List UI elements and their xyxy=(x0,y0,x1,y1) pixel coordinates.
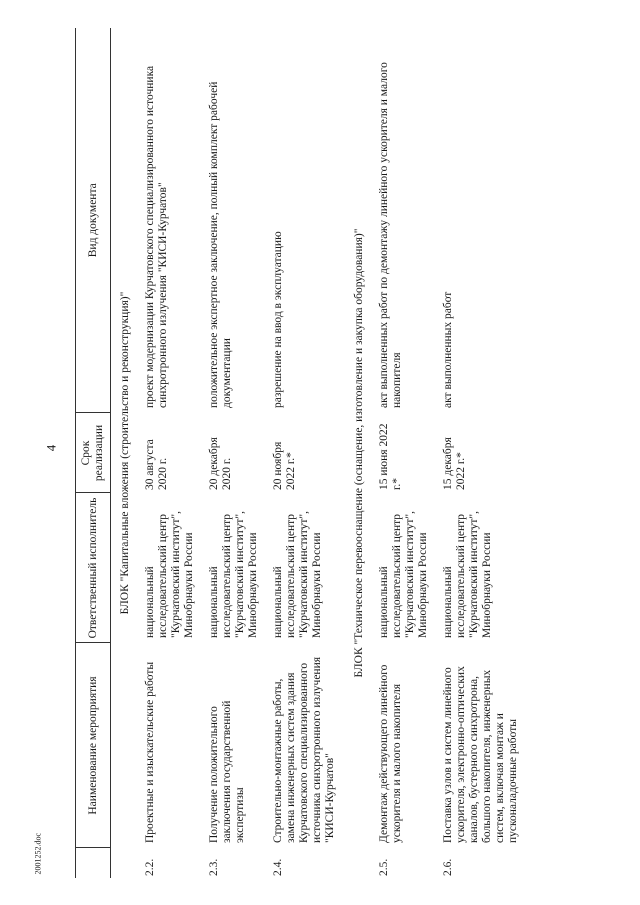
row-doc-type: акт выполненных работ по демонтажу линейного ускорителя и малого накопителя xyxy=(378,62,403,408)
row-number: 2.2. xyxy=(144,858,156,876)
row-term: 20 ноября 2022 г.* xyxy=(272,441,297,490)
table-row xyxy=(140,28,204,878)
block-title-row xyxy=(111,28,141,878)
measures-table xyxy=(75,28,528,878)
page-number: 4 xyxy=(43,444,59,452)
header-name: Наименование мероприятия xyxy=(76,643,111,848)
header-executor: Ответственный исполнитель xyxy=(76,493,111,643)
row-term: 30 августа 2020 г. xyxy=(144,439,169,490)
row-term: 15 декабря 2022 г.* xyxy=(442,437,467,490)
block-title: БЛОК "Капитальные вложения (строительство и реконструкция)" xyxy=(119,291,131,615)
row-name: Получение положительного заключения государственной экспертизы xyxy=(208,700,246,843)
row-executor: национальный исследовательский центр "Курчатовский институт", Минобрнауки России xyxy=(208,511,259,638)
row-name: Демонтаж действующего линейного ускорителя и малого накопителя xyxy=(378,664,403,843)
document-id: 2001252.doc xyxy=(33,832,43,875)
row-doc-type: разрешение на ввод в эксплуатацию xyxy=(272,231,284,408)
row-executor: национальный исследовательский центр "Курчатовский институт", Минобрнауки России xyxy=(144,511,195,638)
row-term: 15 июня 2022 г.* xyxy=(378,423,403,490)
table-row xyxy=(438,28,528,878)
row-doc-type: положительное экспертное заключение, полный комплект рабочей документации xyxy=(208,81,233,408)
row-number: 2.6. xyxy=(442,858,454,876)
table-header-row xyxy=(76,28,111,878)
row-term: 20 декабря 2020 г. xyxy=(208,437,233,490)
row-doc-type: проект модернизации Курчатовского специализированного источника синхротронного излучения "КИСИ-Курчатов" xyxy=(144,65,169,408)
row-executor: национальный исследовательский центр "Курчатовский институт", Минобрнауки России xyxy=(272,511,323,638)
header-number xyxy=(76,848,111,878)
header-doc-type: Вид документа xyxy=(76,28,111,413)
rotated-table-sheet xyxy=(75,28,615,878)
row-number: 2.3. xyxy=(208,858,220,876)
row-executor: национальный исследовательский центр "Курчатовский институт", Минобрнауки России xyxy=(378,511,429,638)
row-executor: национальный исследовательский центр "Курчатовский институт", Минобрнауки России xyxy=(442,511,493,638)
table-row xyxy=(204,28,268,878)
row-name: Проектные и изыскательские работы xyxy=(144,661,156,843)
block-title: БЛОК "Техническое перевооснащение (оснащение, изготовление и закупка оборудования)" xyxy=(353,228,365,678)
block-title-row xyxy=(345,28,374,878)
row-number: 2.5. xyxy=(378,858,390,876)
row-name: Поставка узлов и систем линейного ускорителя, электронно-оптических каналов, бустерного синхротрона, большого накопителя, инженерных систем, включая монтаж и пусконаладочные работы xyxy=(442,666,519,843)
table-row xyxy=(268,28,345,878)
header-term: Срок реализации xyxy=(76,413,111,493)
row-number: 2.4. xyxy=(272,858,284,876)
row-doc-type: акт выполненных работ xyxy=(442,291,454,408)
row-name: Строительно-монтажные работы, замена инженерных систем здания Курчатовского специализированного источника синхротронного излучения "КИСИ-Курчатов" xyxy=(272,656,336,843)
table-row xyxy=(374,28,438,878)
